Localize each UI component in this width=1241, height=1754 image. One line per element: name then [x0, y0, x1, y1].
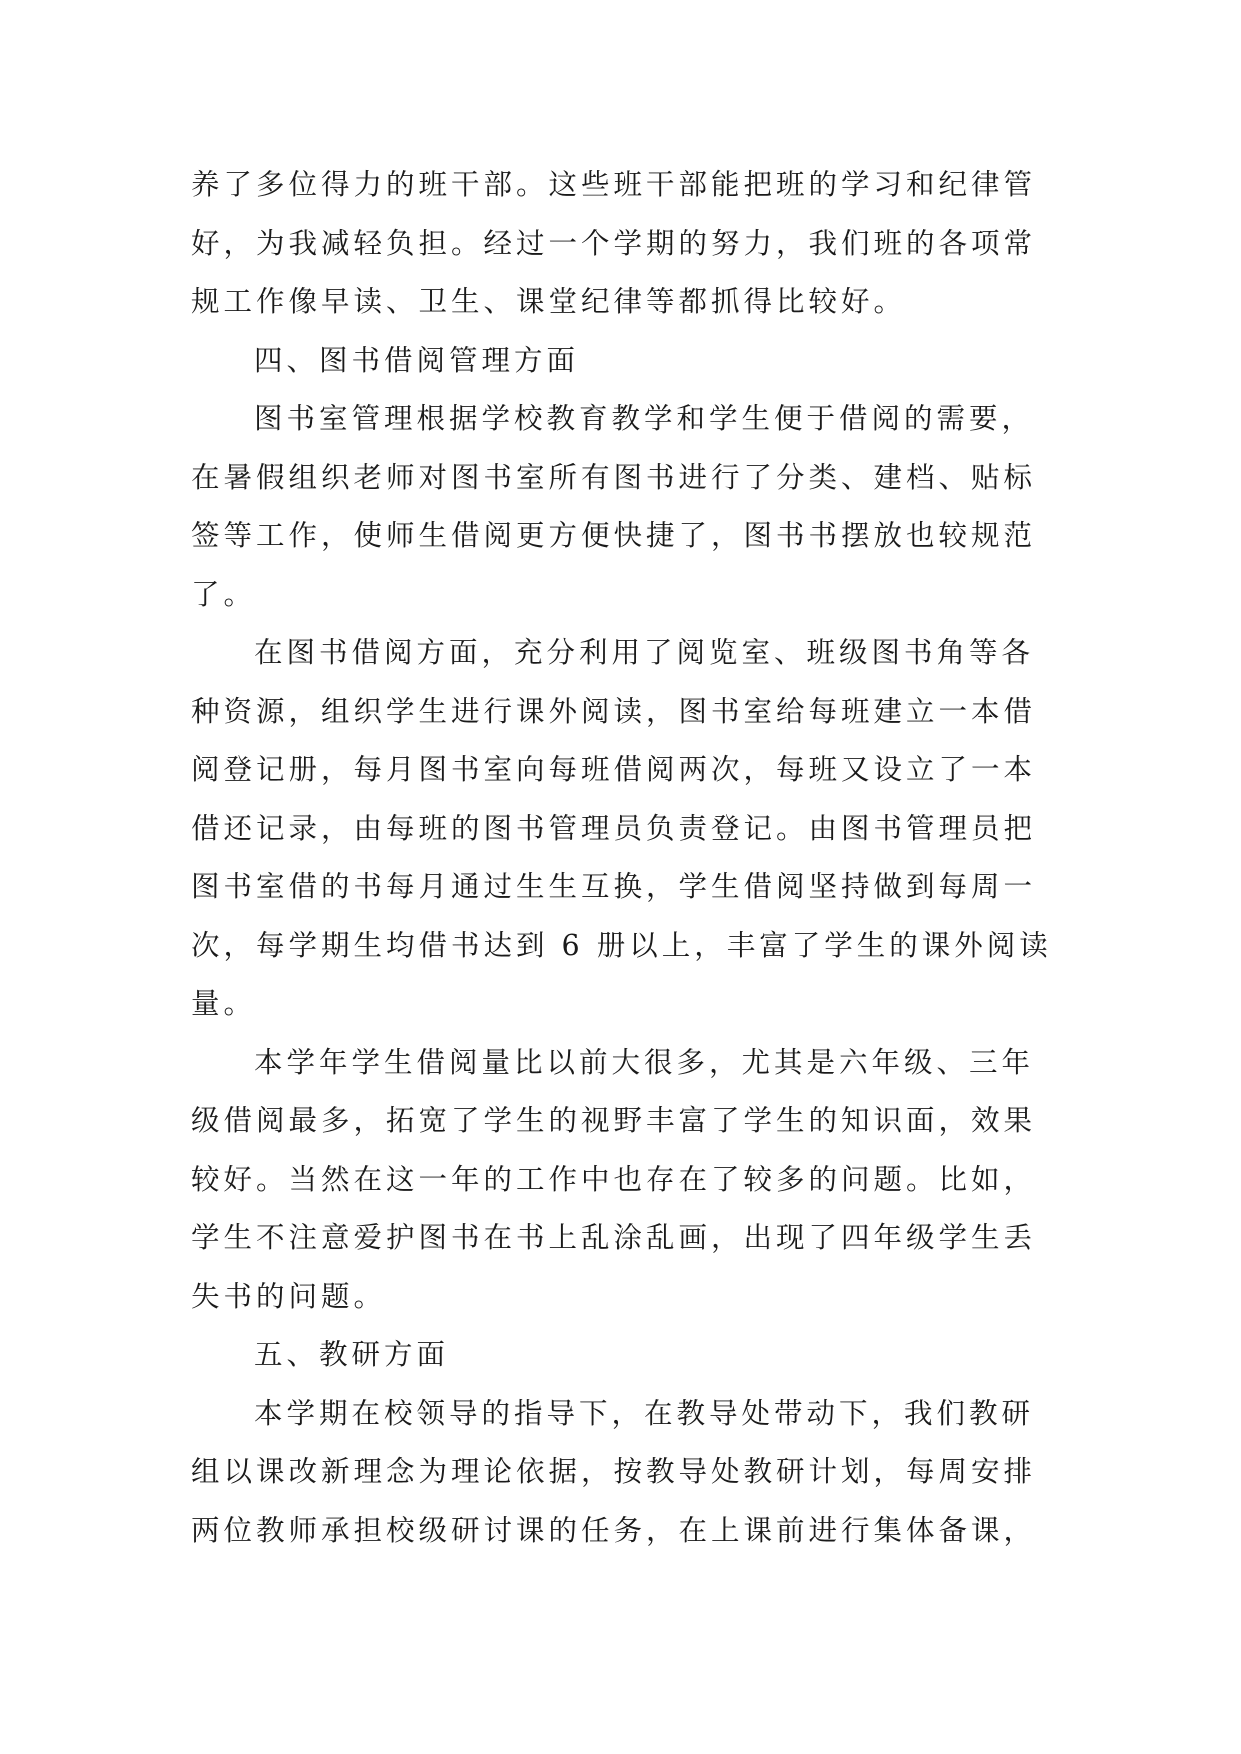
section-heading-text: 四、图书借阅管理方面	[254, 343, 580, 377]
text-line: 种资源，组织学生进行课外阅读，图书室给每班建立一本借	[191, 694, 1037, 728]
text-line: 学生不注意爱护图书在书上乱涂乱画，出现了四年级学生丢	[191, 1221, 1037, 1254]
text-line: 两位教师承担校级研讨课的任务，在上课前进行集体备课，	[191, 1513, 1037, 1547]
paragraph-borrowing-results	[191, 1034, 1051, 1327]
text-line: 好，为我减轻负担。经过一个学期的努力，我们班的各项常	[191, 226, 1037, 260]
text-line: 本学年学生借阅量比以前大很多，尤其是六年级、三年	[254, 1045, 1035, 1079]
text-line: 组以课改新理念为理论依据，按教导处教研计划，每周安排	[191, 1455, 1037, 1488]
document-body	[191, 156, 1051, 1560]
text-line: 在图书借阅方面，充分利用了阅览室、班级图书角等各	[254, 636, 1035, 669]
text-line: 图书室借的书每月通过生生互换，学生借阅坚持做到每周一	[191, 870, 1037, 903]
text-line: 图书室管理根据学校教育教学和学生便于借阅的需要，	[254, 402, 1035, 435]
section-heading-teaching-research	[191, 1326, 1051, 1385]
text-line: 阅登记册，每月图书室向每班借阅两次，每班又设立了一本	[191, 753, 1037, 786]
text-line: 量。	[191, 987, 257, 1020]
text-line: 养了多位得力的班干部。这些班干部能把班的学习和纪律管	[191, 168, 1037, 201]
section-heading-library	[191, 332, 1051, 391]
paragraph-book-borrowing	[191, 624, 1051, 1034]
text-line: 在暑假组织老师对图书室所有图书进行了分类、建档、贴标	[191, 460, 1037, 494]
text-line: 次，每学期生均借书达到 6 册以上，丰富了学生的课外阅读	[191, 928, 1052, 962]
text-line: 级借阅最多，拓宽了学生的视野丰富了学生的知识面，效果	[191, 1104, 1037, 1137]
text-line: 规工作像早读、卫生、课堂纪律等都抓得比较好。	[191, 285, 907, 318]
text-line: 签等工作，使师生借阅更方便快捷了，图书书摆放也较规范	[191, 519, 1037, 552]
text-line: 较好。当然在这一年的工作中也存在了较多的问题。比如，	[191, 1162, 1037, 1196]
paragraph-teaching-research	[191, 1385, 1051, 1561]
section-heading-text: 五、教研方面	[254, 1338, 450, 1371]
paragraph-library-management	[191, 390, 1051, 624]
text-line: 本学期在校领导的指导下，在教导处带动下，我们教研	[254, 1396, 1035, 1430]
text-line: 借还记录，由每班的图书管理员负责登记。由图书管理员把	[191, 811, 1037, 845]
paragraph-class-management-continued	[191, 156, 1051, 332]
text-line: 了。	[191, 577, 257, 611]
text-line: 失书的问题。	[191, 1279, 387, 1313]
